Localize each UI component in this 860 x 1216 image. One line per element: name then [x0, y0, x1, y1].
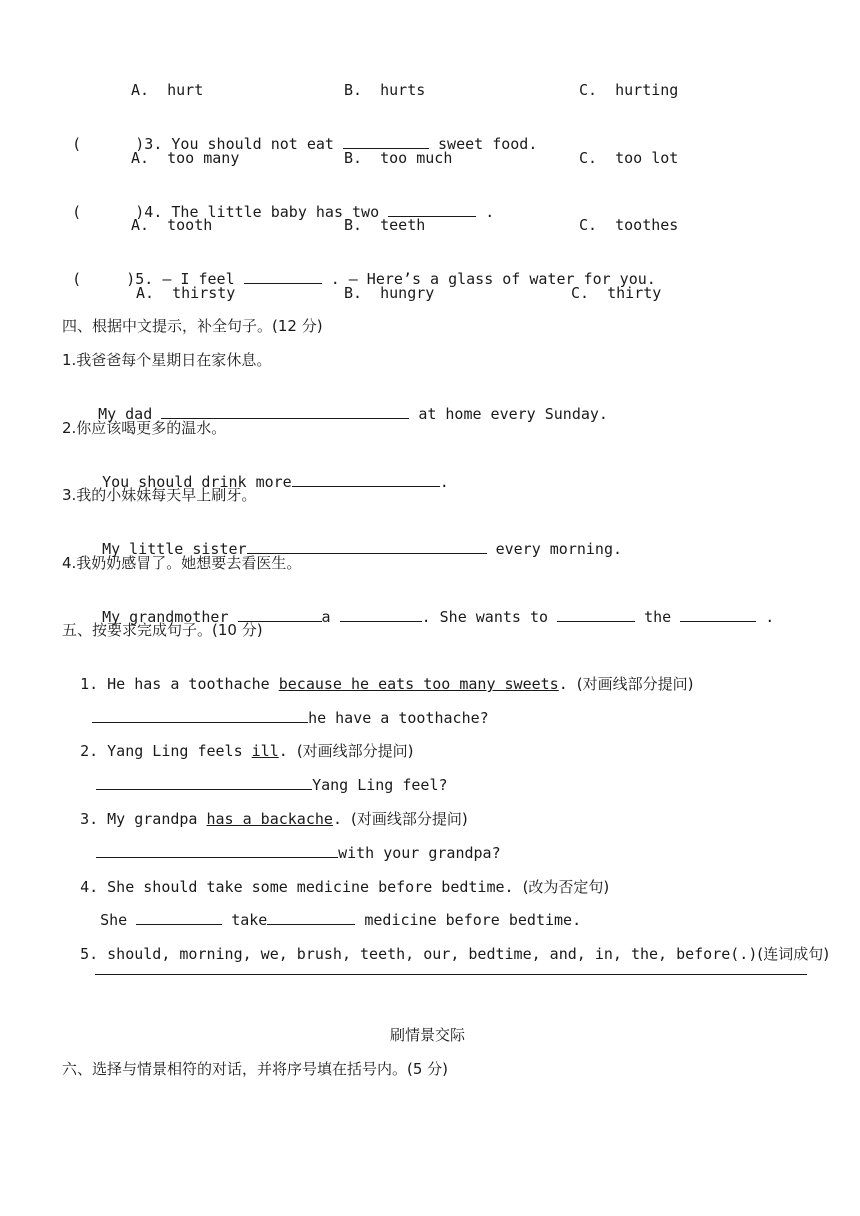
q2-option-b: B. hurts: [344, 81, 426, 99]
s5-q3-note: (对画线部分提问): [351, 810, 468, 828]
s5-q3-pre: My grandpa: [107, 810, 198, 828]
q5-option-a: A. thirsty: [136, 284, 236, 302]
q3-option-c: C. too lot: [579, 149, 679, 167]
s4-item4-cn: 4.我奶奶感冒了。她想要去看医生。: [62, 554, 302, 572]
s4-item1-post: at home every Sunday.: [418, 405, 608, 423]
q2-option-a: A. hurt: [131, 81, 204, 99]
s4-item1-blank[interactable]: [161, 404, 409, 419]
s5-q5-text: should, morning, we, brush, teeth, our, bedtime, and, in, the, before(.): [107, 945, 758, 963]
s4-item3-cn: 3.我的小妹妹每天早上刷牙。: [62, 486, 257, 504]
s5-q2-post: .: [278, 742, 288, 760]
s5-q4-text: She should take some medicine before bedtime.: [107, 878, 514, 896]
s4-item4-pre: My grandmother: [102, 608, 229, 626]
s5-q4-a3: medicine before bedtime.: [364, 911, 582, 929]
s4-item4-mid2: . She wants to: [421, 608, 549, 626]
q4-paren: ( )4.: [72, 203, 163, 221]
section-subtitle: 刷情景交际: [390, 1026, 466, 1044]
s5-q1-num: 1.: [80, 675, 99, 693]
s5-q4-note: (改为否定句): [522, 878, 610, 896]
q4-text-post: .: [485, 203, 495, 221]
s4-item3-post: every morning.: [495, 540, 623, 558]
q5-blank[interactable]: [244, 269, 322, 284]
q3-question: [54, 114, 537, 154]
s5-q3-answer-tail: with your grandpa?: [338, 844, 501, 862]
s5-q2-num: 2.: [80, 742, 99, 760]
s5-q3-num: 3.: [80, 810, 99, 828]
s4-item1-cn: 1.我爸爸每个星期日在家休息。: [62, 351, 272, 369]
s5-q1-post: .: [558, 675, 568, 693]
s5-q3-post: .: [332, 810, 342, 828]
s5-q4-a2: take: [231, 911, 268, 929]
q2-option-c: C. hurting: [579, 81, 679, 99]
s5-q5-answer-line[interactable]: [95, 974, 807, 975]
q4-option-c: C. toothes: [579, 216, 679, 234]
q4-text-pre: The little baby has two: [171, 203, 380, 221]
s5-q2-answer-tail: Yang Ling feel?: [312, 776, 448, 794]
section6-heading: 六、选择与情景相符的对话，并将序号填在括号内。(5 分): [62, 1060, 449, 1078]
s4-item2-pre: You should drink more: [102, 473, 292, 491]
s4-item2-post: .: [439, 473, 449, 491]
s5-q1-answer-tail: he have a toothache?: [308, 709, 489, 727]
q4-option-b: B. teeth: [344, 216, 426, 234]
s5-q1-underlined: because he eats too many sweets: [278, 675, 559, 693]
s5-q2-blank[interactable]: [96, 775, 312, 790]
s4-item4-mid1: a: [321, 608, 331, 626]
q3-paren: ( )3.: [72, 135, 163, 153]
s4-item3-pre: My little sister: [102, 540, 247, 558]
section5-heading: 五、按要求完成句子。(10 分): [62, 621, 263, 639]
s4-item3-blank[interactable]: [247, 539, 487, 554]
q3-text-pre: You should not eat: [171, 135, 334, 153]
q5-text-pre: — I feel: [162, 270, 235, 288]
q3-text-post: sweet food.: [438, 135, 538, 153]
s5-q2-pre: Yang Ling feels: [107, 742, 243, 760]
s4-item4-blank2[interactable]: [340, 607, 422, 622]
s5-q1-pre: He has a toothache: [107, 675, 270, 693]
s4-item1-pre: My dad: [98, 405, 153, 423]
q5-paren: ( )5.: [72, 270, 154, 288]
s5-q4-blank1[interactable]: [136, 910, 222, 925]
s4-item4-blank4[interactable]: [680, 607, 756, 622]
q4-option-a: A. tooth: [131, 216, 213, 234]
s5-q2-note: (对画线部分提问): [296, 742, 414, 760]
s4-item4-post: .: [765, 608, 775, 626]
s5-q3-blank[interactable]: [96, 843, 338, 858]
s5-q4-blank2[interactable]: [267, 910, 355, 925]
q4-question: [54, 182, 494, 222]
s5-q2-underlined: ill: [251, 742, 279, 760]
s5-q3-underlined: has a backache: [206, 810, 333, 828]
s5-q1-note: (对画线部分提问): [576, 675, 694, 693]
q3-option-b: B. too much: [344, 149, 453, 167]
q5-option-b: B. hungry: [344, 284, 435, 302]
s4-item2-blank[interactable]: [292, 472, 440, 487]
s5-q4-a1: She: [100, 911, 128, 929]
s4-item4-blank3[interactable]: [557, 607, 635, 622]
q3-option-a: A. too many: [131, 149, 240, 167]
s5-q5: [62, 924, 829, 964]
s4-item4-mid3: the: [644, 608, 672, 626]
q5-text-post: . — Here’s a glass of water for you.: [330, 270, 656, 288]
section4-heading: 四、根据中文提示，补全句子。(12 分): [62, 317, 323, 335]
s5-q5-note: (连词成句): [757, 945, 830, 963]
s4-item2-cn: 2.你应该喝更多的温水。: [62, 419, 227, 437]
s5-q4-num: 4.: [80, 878, 99, 896]
q5-option-c: C. thirty: [571, 284, 662, 302]
s5-q5-num: 5.: [80, 945, 99, 963]
q3-blank[interactable]: [343, 134, 429, 149]
